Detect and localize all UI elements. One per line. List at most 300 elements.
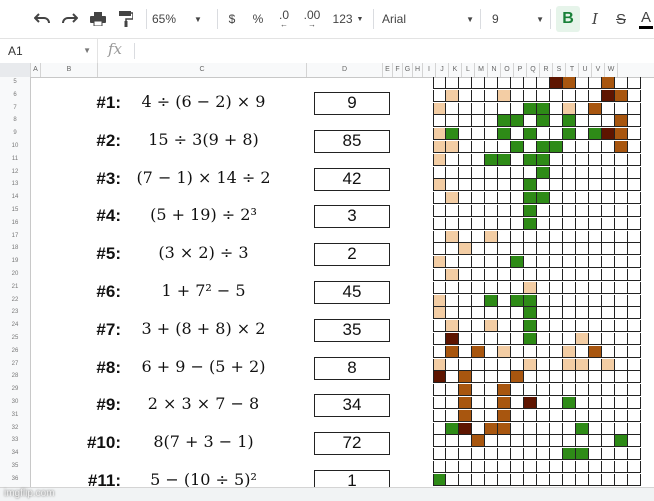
grid-cell[interactable] bbox=[446, 384, 459, 396]
grid-cell[interactable] bbox=[524, 141, 537, 153]
grid-cell[interactable] bbox=[563, 461, 576, 473]
grid-cell[interactable] bbox=[524, 77, 537, 89]
grid-cell[interactable] bbox=[602, 474, 615, 486]
grid-cell[interactable] bbox=[589, 218, 602, 230]
grid-cell[interactable] bbox=[498, 243, 511, 255]
grid-cell[interactable] bbox=[485, 269, 498, 281]
grid-cell[interactable] bbox=[628, 256, 641, 268]
grid-cell[interactable] bbox=[615, 448, 628, 460]
grid-cell[interactable] bbox=[589, 179, 602, 191]
grid-cell[interactable] bbox=[602, 295, 615, 307]
grid-cell[interactable] bbox=[602, 192, 615, 204]
grid-cell[interactable] bbox=[563, 179, 576, 191]
grid-cell[interactable] bbox=[511, 423, 524, 435]
colored-grid-cell[interactable] bbox=[433, 371, 446, 383]
grid-cell[interactable] bbox=[563, 218, 576, 230]
grid-cell[interactable] bbox=[485, 103, 498, 115]
grid-cell[interactable] bbox=[472, 90, 485, 102]
colored-grid-cell[interactable] bbox=[485, 295, 498, 307]
grid-cell[interactable] bbox=[472, 243, 485, 255]
grid-cell[interactable] bbox=[628, 371, 641, 383]
grid-cell[interactable] bbox=[446, 103, 459, 115]
grid-cell[interactable] bbox=[537, 282, 550, 294]
grid-cell[interactable] bbox=[563, 282, 576, 294]
grid-cell[interactable] bbox=[589, 333, 602, 345]
grid-cell[interactable] bbox=[589, 282, 602, 294]
grid-cell[interactable] bbox=[498, 282, 511, 294]
grid-cell[interactable] bbox=[537, 256, 550, 268]
row-header[interactable]: 6 bbox=[13, 91, 17, 98]
grid-cell[interactable] bbox=[433, 231, 446, 243]
undo-icon[interactable] bbox=[30, 6, 54, 32]
grid-cell[interactable] bbox=[563, 205, 576, 217]
answer-cell[interactable]: 72 bbox=[314, 432, 390, 455]
grid-cell[interactable] bbox=[433, 333, 446, 345]
grid-cell[interactable] bbox=[615, 167, 628, 179]
grid-cell[interactable] bbox=[602, 282, 615, 294]
column-header[interactable]: E bbox=[383, 63, 393, 77]
grid-cell[interactable] bbox=[615, 243, 628, 255]
grid-cell[interactable] bbox=[511, 205, 524, 217]
grid-cell[interactable] bbox=[524, 461, 537, 473]
grid-cell[interactable] bbox=[537, 77, 550, 89]
grid-cell[interactable] bbox=[472, 103, 485, 115]
grid-cell[interactable] bbox=[563, 256, 576, 268]
grid-cell[interactable] bbox=[550, 103, 563, 115]
colored-grid-cell[interactable] bbox=[446, 141, 459, 153]
grid-cell[interactable] bbox=[576, 474, 589, 486]
grid-cell[interactable] bbox=[628, 205, 641, 217]
grid-cell[interactable] bbox=[550, 179, 563, 191]
grid-cell[interactable] bbox=[446, 77, 459, 89]
colored-grid-cell[interactable] bbox=[602, 90, 615, 102]
grid-cell[interactable] bbox=[628, 167, 641, 179]
colored-grid-cell[interactable] bbox=[433, 307, 446, 319]
colored-grid-cell[interactable] bbox=[433, 474, 446, 486]
grid-cell[interactable] bbox=[602, 435, 615, 447]
grid-cell[interactable] bbox=[628, 77, 641, 89]
colored-grid-cell[interactable] bbox=[485, 423, 498, 435]
grid-cell[interactable] bbox=[485, 371, 498, 383]
grid-cell[interactable] bbox=[576, 307, 589, 319]
grid-cell[interactable] bbox=[511, 167, 524, 179]
colored-grid-cell[interactable] bbox=[433, 359, 446, 371]
grid-cell[interactable] bbox=[459, 346, 472, 358]
grid-cell[interactable] bbox=[472, 167, 485, 179]
sheet-scrollbar[interactable] bbox=[0, 487, 654, 501]
grid-cell[interactable] bbox=[524, 384, 537, 396]
colored-grid-cell[interactable] bbox=[446, 346, 459, 358]
grid-cell[interactable] bbox=[498, 474, 511, 486]
grid-cell[interactable] bbox=[485, 410, 498, 422]
colored-grid-cell[interactable] bbox=[563, 448, 576, 460]
grid-cell[interactable] bbox=[537, 448, 550, 460]
grid-cell[interactable] bbox=[511, 448, 524, 460]
grid-cell[interactable] bbox=[524, 256, 537, 268]
grid-cell[interactable] bbox=[472, 397, 485, 409]
name-box[interactable] bbox=[0, 39, 98, 63]
grid-cell[interactable] bbox=[433, 410, 446, 422]
colored-grid-cell[interactable] bbox=[563, 128, 576, 140]
text-color-button[interactable] bbox=[638, 6, 654, 32]
grid-cell[interactable] bbox=[537, 371, 550, 383]
colored-grid-cell[interactable] bbox=[537, 192, 550, 204]
column-header[interactable]: W bbox=[605, 63, 618, 77]
colored-grid-cell[interactable] bbox=[576, 333, 589, 345]
grid-cell[interactable] bbox=[498, 435, 511, 447]
grid-cell[interactable] bbox=[550, 461, 563, 473]
column-header[interactable]: H bbox=[413, 63, 423, 77]
colored-grid-cell[interactable] bbox=[433, 128, 446, 140]
grid-cell[interactable] bbox=[472, 384, 485, 396]
grid-cell[interactable] bbox=[615, 154, 628, 166]
grid-cell[interactable] bbox=[511, 359, 524, 371]
grid-cell[interactable] bbox=[563, 90, 576, 102]
grid-cell[interactable] bbox=[602, 269, 615, 281]
grid-cell[interactable] bbox=[524, 410, 537, 422]
grid-cell[interactable] bbox=[485, 179, 498, 191]
grid-cell[interactable] bbox=[602, 154, 615, 166]
row-header[interactable]: 34 bbox=[11, 450, 19, 457]
grid-cell[interactable] bbox=[498, 218, 511, 230]
grid-cell[interactable] bbox=[498, 256, 511, 268]
grid-cell[interactable] bbox=[602, 218, 615, 230]
grid-cell[interactable] bbox=[589, 77, 602, 89]
column-header[interactable]: V bbox=[592, 63, 605, 77]
colored-grid-cell[interactable] bbox=[563, 346, 576, 358]
grid-cell[interactable] bbox=[628, 179, 641, 191]
colored-grid-cell[interactable] bbox=[524, 397, 537, 409]
colored-grid-cell[interactable] bbox=[446, 320, 459, 332]
grid-cell[interactable] bbox=[628, 295, 641, 307]
grid-cell[interactable] bbox=[550, 115, 563, 127]
bold-button[interactable]: B bbox=[556, 6, 580, 32]
row-header[interactable]: 11 bbox=[11, 155, 19, 162]
grid-cell[interactable] bbox=[563, 333, 576, 345]
grid-cell[interactable] bbox=[524, 371, 537, 383]
row-header[interactable]: 5 bbox=[13, 79, 17, 85]
grid-cell[interactable] bbox=[498, 141, 511, 153]
colored-grid-cell[interactable] bbox=[498, 423, 511, 435]
colored-grid-cell[interactable] bbox=[615, 141, 628, 153]
row-header[interactable]: 33 bbox=[11, 437, 19, 444]
grid-cell[interactable] bbox=[628, 423, 641, 435]
grid-cell[interactable] bbox=[485, 243, 498, 255]
grid-cell[interactable] bbox=[498, 192, 511, 204]
colored-grid-cell[interactable] bbox=[550, 77, 563, 89]
colored-grid-cell[interactable] bbox=[537, 141, 550, 153]
grid-cell[interactable] bbox=[628, 269, 641, 281]
grid-cell[interactable] bbox=[459, 154, 472, 166]
grid-cell[interactable] bbox=[446, 397, 459, 409]
grid-cell[interactable] bbox=[563, 141, 576, 153]
column-header[interactable]: B bbox=[41, 63, 98, 77]
grid-cell[interactable] bbox=[511, 231, 524, 243]
colored-grid-cell[interactable] bbox=[524, 128, 537, 140]
grid-cell[interactable] bbox=[628, 141, 641, 153]
grid-cell[interactable] bbox=[615, 346, 628, 358]
grid-cell[interactable] bbox=[563, 384, 576, 396]
grid-cell[interactable] bbox=[576, 346, 589, 358]
colored-grid-cell[interactable] bbox=[459, 423, 472, 435]
grid-cell[interactable] bbox=[433, 90, 446, 102]
colored-grid-cell[interactable] bbox=[576, 448, 589, 460]
colored-grid-cell[interactable] bbox=[563, 103, 576, 115]
grid-cell[interactable] bbox=[576, 397, 589, 409]
grid-cell[interactable] bbox=[628, 474, 641, 486]
grid-cell[interactable] bbox=[615, 333, 628, 345]
grid-cell[interactable] bbox=[524, 435, 537, 447]
grid-cell[interactable] bbox=[511, 346, 524, 358]
grid-cell[interactable] bbox=[433, 397, 446, 409]
grid-cell[interactable] bbox=[550, 384, 563, 396]
grid-cell[interactable] bbox=[537, 410, 550, 422]
grid-cell[interactable] bbox=[485, 435, 498, 447]
grid-cell[interactable] bbox=[459, 474, 472, 486]
grid-cell[interactable] bbox=[589, 141, 602, 153]
colored-grid-cell[interactable] bbox=[563, 359, 576, 371]
grid-cell[interactable] bbox=[511, 90, 524, 102]
grid-cell[interactable] bbox=[459, 103, 472, 115]
grid-cell[interactable] bbox=[550, 282, 563, 294]
colored-grid-cell[interactable] bbox=[524, 282, 537, 294]
grid-cell[interactable] bbox=[602, 307, 615, 319]
grid-cell[interactable] bbox=[576, 218, 589, 230]
grid-cell[interactable] bbox=[550, 295, 563, 307]
column-header[interactable]: J bbox=[436, 63, 449, 77]
colored-grid-cell[interactable] bbox=[446, 192, 459, 204]
colored-grid-cell[interactable] bbox=[524, 218, 537, 230]
colored-grid-cell[interactable] bbox=[498, 154, 511, 166]
grid-cell[interactable] bbox=[498, 307, 511, 319]
grid-cell[interactable] bbox=[563, 192, 576, 204]
colored-grid-cell[interactable] bbox=[589, 128, 602, 140]
column-header[interactable]: O bbox=[501, 63, 514, 77]
grid-cell[interactable] bbox=[615, 77, 628, 89]
grid-cell[interactable] bbox=[472, 448, 485, 460]
colored-grid-cell[interactable] bbox=[459, 243, 472, 255]
grid-cell[interactable] bbox=[628, 218, 641, 230]
grid-cell[interactable] bbox=[589, 192, 602, 204]
colored-grid-cell[interactable] bbox=[524, 307, 537, 319]
grid-cell[interactable] bbox=[602, 256, 615, 268]
grid-cell[interactable] bbox=[485, 218, 498, 230]
grid-cell[interactable] bbox=[589, 423, 602, 435]
grid-cell[interactable] bbox=[485, 282, 498, 294]
grid-cell[interactable] bbox=[511, 410, 524, 422]
row-header[interactable]: 20 bbox=[11, 271, 19, 277]
colored-grid-cell[interactable] bbox=[524, 295, 537, 307]
grid-cell[interactable] bbox=[537, 333, 550, 345]
grid-cell[interactable] bbox=[459, 359, 472, 371]
grid-cell[interactable] bbox=[537, 128, 550, 140]
colored-grid-cell[interactable] bbox=[498, 115, 511, 127]
grid-cell[interactable] bbox=[446, 282, 459, 294]
row-header[interactable]: 7 bbox=[13, 104, 17, 111]
column-header[interactable]: R bbox=[540, 63, 553, 77]
grid-cell[interactable] bbox=[602, 333, 615, 345]
row-header[interactable]: 17 bbox=[11, 232, 19, 239]
grid-cell[interactable] bbox=[472, 269, 485, 281]
colored-grid-cell[interactable] bbox=[498, 397, 511, 409]
grid-cell[interactable] bbox=[628, 282, 641, 294]
grid-cell[interactable] bbox=[511, 397, 524, 409]
grid-cell[interactable] bbox=[589, 269, 602, 281]
grid-cell[interactable] bbox=[498, 179, 511, 191]
row-header[interactable]: 26 bbox=[11, 347, 19, 354]
grid-cell[interactable] bbox=[589, 205, 602, 217]
grid-cell[interactable] bbox=[511, 474, 524, 486]
grid-cell[interactable] bbox=[524, 90, 537, 102]
grid-cell[interactable] bbox=[472, 128, 485, 140]
grid-cell[interactable] bbox=[615, 320, 628, 332]
grid-cell[interactable] bbox=[589, 90, 602, 102]
grid-cell[interactable] bbox=[563, 231, 576, 243]
grid-cell[interactable] bbox=[550, 256, 563, 268]
grid-cell[interactable] bbox=[615, 371, 628, 383]
column-header[interactable]: Q bbox=[527, 63, 540, 77]
grid-cell[interactable] bbox=[602, 141, 615, 153]
column-header[interactable]: P bbox=[514, 63, 527, 77]
grid-cell[interactable] bbox=[446, 218, 459, 230]
grid-cell[interactable] bbox=[550, 410, 563, 422]
grid-cell[interactable] bbox=[589, 154, 602, 166]
colored-grid-cell[interactable] bbox=[446, 128, 459, 140]
grid-cell[interactable] bbox=[459, 192, 472, 204]
grid-cell[interactable] bbox=[537, 179, 550, 191]
colored-grid-cell[interactable] bbox=[576, 359, 589, 371]
grid-cell[interactable] bbox=[459, 435, 472, 447]
grid-cell[interactable] bbox=[589, 435, 602, 447]
grid-cell[interactable] bbox=[628, 346, 641, 358]
grid-cell[interactable] bbox=[485, 397, 498, 409]
colored-grid-cell[interactable] bbox=[459, 410, 472, 422]
grid-cell[interactable] bbox=[472, 256, 485, 268]
grid-cell[interactable] bbox=[628, 359, 641, 371]
grid-cell[interactable] bbox=[628, 103, 641, 115]
grid-cell[interactable] bbox=[589, 448, 602, 460]
grid-cell[interactable] bbox=[472, 410, 485, 422]
colored-grid-cell[interactable] bbox=[537, 167, 550, 179]
grid-cell[interactable] bbox=[472, 307, 485, 319]
grid-cell[interactable] bbox=[511, 128, 524, 140]
grid-cell[interactable] bbox=[628, 90, 641, 102]
grid-cell[interactable] bbox=[537, 218, 550, 230]
grid-cell[interactable] bbox=[589, 320, 602, 332]
colored-grid-cell[interactable] bbox=[446, 231, 459, 243]
grid-cell[interactable] bbox=[498, 320, 511, 332]
colored-grid-cell[interactable] bbox=[537, 115, 550, 127]
grid-cell[interactable] bbox=[459, 461, 472, 473]
grid-cell[interactable] bbox=[498, 333, 511, 345]
grid-cell[interactable] bbox=[472, 295, 485, 307]
grid-cell[interactable] bbox=[498, 295, 511, 307]
answer-cell[interactable]: 35 bbox=[314, 319, 390, 342]
grid-cell[interactable] bbox=[459, 333, 472, 345]
grid-cell[interactable] bbox=[472, 474, 485, 486]
row-header[interactable]: 28 bbox=[11, 373, 19, 380]
grid-cell[interactable] bbox=[459, 256, 472, 268]
grid-cell[interactable] bbox=[615, 192, 628, 204]
colored-grid-cell[interactable] bbox=[446, 423, 459, 435]
colored-grid-cell[interactable] bbox=[537, 103, 550, 115]
colored-grid-cell[interactable] bbox=[498, 90, 511, 102]
strikethrough-button[interactable]: S bbox=[615, 10, 626, 28]
colored-grid-cell[interactable] bbox=[615, 115, 628, 127]
grid-cell[interactable] bbox=[433, 77, 446, 89]
grid-cell[interactable] bbox=[576, 282, 589, 294]
colored-grid-cell[interactable] bbox=[498, 346, 511, 358]
grid-cell[interactable] bbox=[563, 295, 576, 307]
grid-cell[interactable] bbox=[485, 90, 498, 102]
grid-cell[interactable] bbox=[446, 167, 459, 179]
grid-cell[interactable] bbox=[459, 128, 472, 140]
currency-button[interactable]: $ bbox=[228, 12, 236, 26]
grid-cell[interactable] bbox=[602, 115, 615, 127]
grid-cell[interactable] bbox=[524, 423, 537, 435]
grid-cell[interactable] bbox=[433, 282, 446, 294]
grid-cell[interactable] bbox=[433, 243, 446, 255]
grid-cell[interactable] bbox=[446, 243, 459, 255]
grid-cell[interactable] bbox=[615, 295, 628, 307]
grid-cell[interactable] bbox=[550, 128, 563, 140]
grid-cell[interactable] bbox=[576, 320, 589, 332]
grid-cell[interactable] bbox=[576, 461, 589, 473]
colored-grid-cell[interactable] bbox=[524, 320, 537, 332]
grid-cell[interactable] bbox=[524, 448, 537, 460]
grid-cell[interactable] bbox=[550, 231, 563, 243]
grid-cell[interactable] bbox=[537, 435, 550, 447]
colored-grid-cell[interactable] bbox=[433, 141, 446, 153]
grid-cell[interactable] bbox=[602, 320, 615, 332]
grid-cell[interactable] bbox=[615, 410, 628, 422]
answer-cell[interactable]: 8 bbox=[314, 357, 390, 380]
grid-cell[interactable] bbox=[485, 141, 498, 153]
grid-cell[interactable] bbox=[537, 461, 550, 473]
grid-cell[interactable] bbox=[459, 205, 472, 217]
grid-cell[interactable] bbox=[446, 154, 459, 166]
grid-cell[interactable] bbox=[498, 167, 511, 179]
grid-cell[interactable] bbox=[602, 167, 615, 179]
grid-cell[interactable] bbox=[459, 320, 472, 332]
colored-grid-cell[interactable] bbox=[472, 435, 485, 447]
grid-cell[interactable] bbox=[537, 397, 550, 409]
grid-cell[interactable] bbox=[576, 77, 589, 89]
grid-cell[interactable] bbox=[563, 410, 576, 422]
row-header[interactable]: 14 bbox=[11, 194, 19, 201]
grid-cell[interactable] bbox=[485, 359, 498, 371]
grid-cell[interactable] bbox=[537, 474, 550, 486]
grid-cell[interactable] bbox=[472, 218, 485, 230]
grid-cell[interactable] bbox=[498, 461, 511, 473]
colored-grid-cell[interactable] bbox=[433, 295, 446, 307]
grid-cell[interactable] bbox=[433, 461, 446, 473]
colored-grid-cell[interactable] bbox=[524, 192, 537, 204]
grid-cell[interactable] bbox=[459, 90, 472, 102]
answer-cell[interactable]: 2 bbox=[314, 243, 390, 266]
grid-cell[interactable] bbox=[615, 307, 628, 319]
grid-cell[interactable] bbox=[537, 320, 550, 332]
sheet-grid[interactable] bbox=[31, 77, 654, 487]
grid-cell[interactable] bbox=[550, 154, 563, 166]
colored-grid-cell[interactable] bbox=[602, 77, 615, 89]
grid-cell[interactable] bbox=[511, 179, 524, 191]
grid-cell[interactable] bbox=[628, 397, 641, 409]
grid-cell[interactable] bbox=[550, 218, 563, 230]
colored-grid-cell[interactable] bbox=[524, 154, 537, 166]
grid-cell[interactable] bbox=[459, 167, 472, 179]
grid-cell[interactable] bbox=[433, 423, 446, 435]
